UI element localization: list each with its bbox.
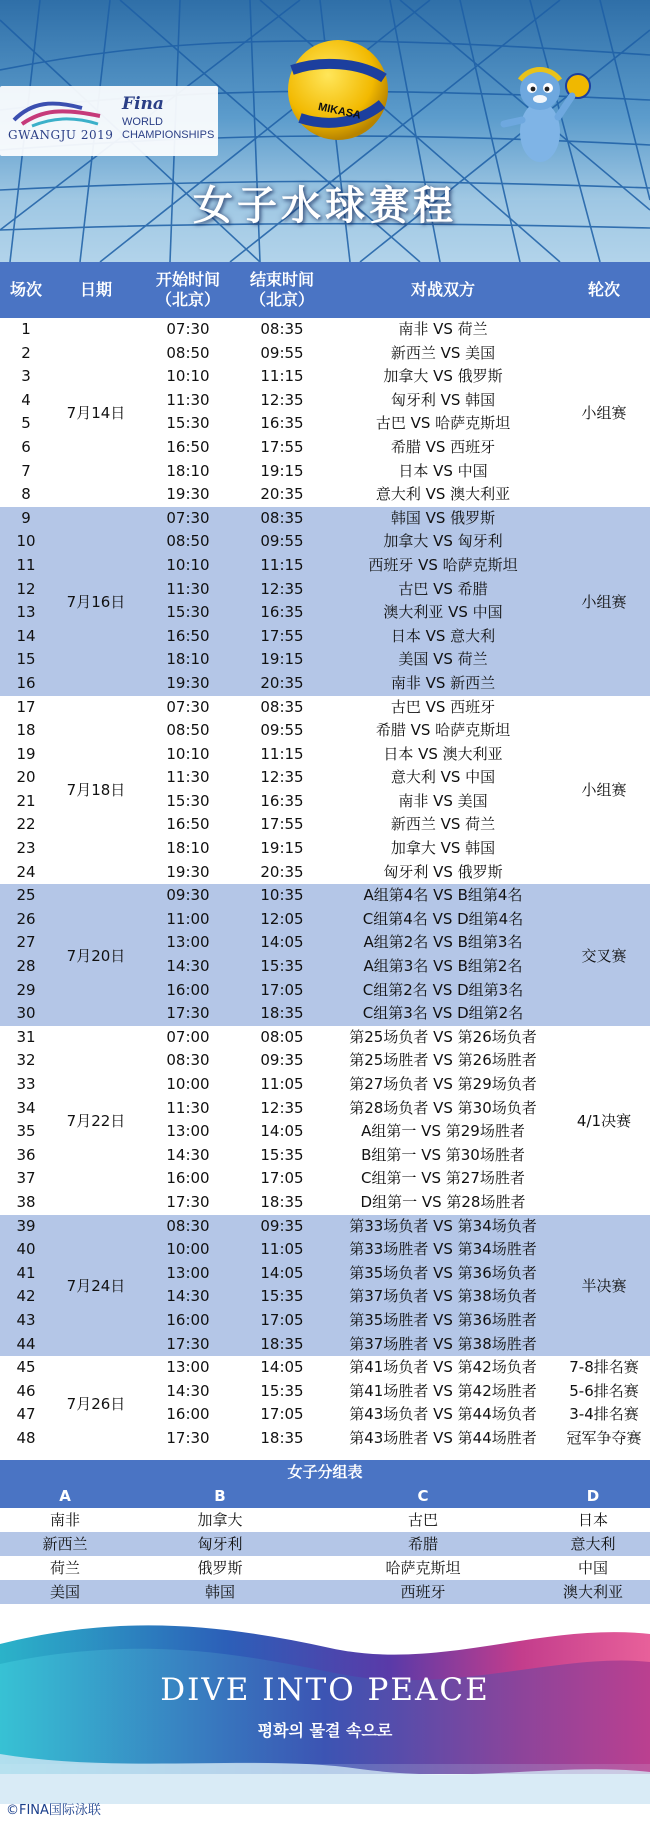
end-time: 19:15 [260,839,304,858]
start-time-column [140,507,236,696]
start-time: 17:30 [166,1192,210,1211]
end-time: 08:35 [260,697,304,716]
end-time-column [236,696,328,885]
end-time: 11:15 [260,744,304,763]
group-header-b: B [214,1487,226,1505]
match-round: 5-6排名赛 [569,1381,639,1400]
end-time: 14:05 [260,933,304,952]
end-time: 12:35 [260,390,304,409]
match-number: 16 [16,673,36,692]
day-group [0,1356,650,1450]
start-time: 15:30 [166,791,210,810]
logo-gwangju-text: GWANGJU 2019 [8,128,114,142]
end-time: 12:35 [260,768,304,787]
start-time: 11:00 [166,909,210,928]
match-number: 39 [16,1216,36,1235]
group-cell: 希腊 [407,1535,438,1553]
header-round: 轮次 [587,280,620,299]
day-group [0,884,650,1026]
start-time: 11:30 [166,390,210,409]
end-time: 20:35 [260,485,304,504]
group-cell: 古巴 [407,1511,438,1529]
end-time: 11:05 [260,1240,304,1259]
match-date: 7月22日 [66,1111,126,1130]
teams-column [328,884,558,1026]
start-time-column [140,1215,236,1357]
start-time: 07:30 [166,697,210,716]
match-number: 47 [16,1405,36,1424]
start-time: 14:30 [166,957,210,976]
start-time: 08:30 [166,1216,210,1235]
match-number: 9 [21,508,31,527]
match-date: 7月16日 [66,592,126,611]
match-teams: 南非 VS 荷兰 [398,320,488,338]
group-cell: 荷兰 [49,1559,80,1577]
match-number: 42 [16,1287,36,1306]
groups-title: 女子分组表 [0,1460,650,1484]
match-teams: 意大利 VS 中国 [390,768,496,787]
start-time: 16:50 [166,626,210,645]
match-teams: 古巴 VS 西班牙 [390,697,496,716]
match-teams: 南非 VS 美国 [398,791,488,810]
start-time-column [140,884,236,1026]
match-number-column [0,1356,52,1450]
match-date: 7月26日 [66,1394,126,1413]
end-time: 18:35 [260,1192,304,1211]
match-teams: B组第一 VS 第30场胜者 [361,1145,525,1164]
match-number: 4 [21,390,31,409]
start-time: 18:10 [166,461,210,480]
start-time: 09:30 [166,886,210,905]
group-row [0,1556,650,1580]
footer-wave-banner [0,1604,650,1824]
group-header-c: C [417,1487,429,1505]
match-teams: 古巴 VS 哈萨克斯坦 [375,414,511,433]
schedule-table [0,262,650,1451]
match-number: 41 [16,1263,36,1282]
gwangju-swirl-icon [12,98,104,128]
match-date: 7月20日 [66,946,126,965]
match-number: 8 [21,485,31,504]
match-number: 38 [16,1192,36,1211]
start-time-column [140,318,236,507]
end-time-column [236,884,328,1026]
end-time-column [236,1026,328,1215]
match-number: 15 [16,650,36,669]
start-time: 08:50 [166,532,210,551]
start-time: 08:50 [166,343,210,362]
match-number: 31 [16,1027,36,1046]
match-number: 19 [16,744,36,763]
match-teams: 日本 VS 澳大利亚 [383,744,503,763]
match-teams: 第33场胜者 VS 第34场胜者 [349,1240,537,1259]
end-time: 12:35 [260,1098,304,1117]
start-time-column [140,696,236,885]
end-time: 18:35 [260,1334,304,1353]
start-time: 16:00 [166,1169,210,1188]
groups-header-row [0,1484,650,1508]
match-number-column [0,1026,52,1215]
header-teams: 对战双方 [410,280,475,299]
start-time: 07:30 [166,508,210,527]
match-number: 33 [16,1075,36,1093]
match-number: 2 [21,343,31,362]
group-row [0,1508,650,1532]
match-number: 22 [16,815,36,834]
svg-text:MIKASA: MIKASA [316,100,362,122]
start-time: 16:00 [166,1310,210,1329]
teams-column [328,696,558,885]
match-round: 3-4排名赛 [569,1405,639,1424]
header-banner [0,0,650,262]
match-number: 36 [16,1145,36,1164]
end-time: 11:15 [260,367,304,386]
match-round: 冠军争夺赛 [566,1428,642,1447]
group-cell: 日本 [577,1511,608,1529]
match-number: 32 [16,1051,36,1070]
match-teams: C组第2名 VS D组第3名 [362,980,524,999]
page-title: 女子水球赛程 [193,183,457,229]
match-number: 7 [21,461,31,480]
match-number: 44 [16,1334,36,1353]
match-number: 37 [16,1169,36,1188]
match-teams: D组第一 VS 第28场胜者 [360,1192,526,1211]
start-time: 08:30 [166,1051,210,1070]
match-number: 34 [16,1098,36,1117]
match-number: 45 [16,1358,36,1377]
start-time: 13:00 [166,1263,210,1282]
teams-column [328,1215,558,1357]
start-time: 16:00 [166,980,210,999]
group-cell: 澳大利亚 [562,1583,623,1601]
match-number: 35 [16,1122,36,1141]
start-time: 07:00 [166,1027,210,1046]
match-teams: 美国 VS 荷兰 [398,650,488,669]
end-time: 16:35 [260,603,304,622]
match-teams: 希腊 VS 西班牙 [390,437,496,456]
match-number: 20 [16,768,36,787]
match-teams: C组第4名 VS D组第4名 [362,909,524,928]
match-number: 30 [16,1004,36,1023]
slogan-korean-text: 평화의 물결 속으로 [257,1721,393,1740]
start-time: 17:30 [166,1334,210,1353]
match-teams: 意大利 VS 澳大利亚 [375,485,511,504]
match-teams: 加拿大 VS 匈牙利 [383,532,503,551]
start-time: 16:00 [166,1405,210,1424]
end-time: 17:05 [260,1405,304,1424]
match-number-column [0,696,52,885]
match-number: 5 [21,414,31,433]
group-cell: 中国 [577,1559,608,1577]
start-time: 10:00 [166,1075,210,1093]
end-time: 17:05 [260,980,304,999]
match-teams: A组第一 VS 第29场胜者 [361,1122,525,1141]
start-time: 13:00 [166,1358,210,1377]
logo-world-championships-text: WORLD CHAMPIONSHIPS [122,116,215,141]
match-teams: 第37场胜者 VS 第38场胜者 [349,1334,537,1353]
match-teams: 第41场负者 VS 第42场负者 [349,1358,537,1377]
start-time: 08:50 [166,721,210,740]
copyright-text: ©FINA国际泳联 [6,1803,101,1818]
start-time: 13:00 [166,1122,210,1141]
end-time: 15:35 [260,1287,304,1306]
end-time-column [236,318,328,507]
end-time: 14:05 [260,1263,304,1282]
header-date: 日期 [79,280,112,299]
match-number: 13 [16,603,36,622]
start-time: 07:30 [166,320,210,338]
match-number: 26 [16,909,36,928]
match-teams: 第27场负者 VS 第29场负者 [349,1075,537,1093]
match-teams: 第43场负者 VS 第44场负者 [349,1405,537,1424]
match-teams: 第25场胜者 VS 第26场胜者 [349,1051,537,1070]
wave-graphic [0,1604,650,1824]
end-time: 08:35 [260,320,304,338]
end-time: 20:35 [260,673,304,692]
start-time: 14:30 [166,1145,210,1164]
match-teams: A组第3名 VS B组第2名 [363,957,523,976]
water-polo-ball-icon [288,40,388,140]
match-teams: 日本 VS 中国 [398,461,488,480]
group-cell: 哈萨克斯坦 [385,1559,461,1577]
start-time: 11:30 [166,1098,210,1117]
match-number-column [0,884,52,1026]
start-time: 14:30 [166,1287,210,1306]
end-time-column [236,1356,328,1450]
match-number: 46 [16,1381,36,1400]
match-round: 7-8排名赛 [569,1358,639,1377]
start-time: 18:10 [166,839,210,858]
match-number: 3 [21,367,31,386]
schedule-header-row [0,262,650,318]
match-number-column [0,1215,52,1357]
match-teams: 第25场负者 VS 第26场负者 [349,1027,537,1046]
match-date: 7月14日 [66,403,126,422]
group-cell: 西班牙 [400,1583,446,1601]
end-time: 15:35 [260,1145,304,1164]
start-time: 17:30 [166,1428,210,1447]
match-number: 29 [16,980,36,999]
match-number: 23 [16,839,36,858]
day-group [0,318,650,507]
start-time: 10:10 [166,367,210,386]
start-time: 16:50 [166,437,210,456]
match-teams: 日本 VS 意大利 [390,626,496,645]
group-cell: 意大利 [570,1535,616,1553]
match-teams: 第35场胜者 VS 第36场胜者 [349,1310,537,1329]
end-time: 16:35 [260,791,304,810]
match-teams: 第43场胜者 VS 第44场胜者 [349,1428,537,1447]
end-time: 17:55 [260,437,304,456]
start-time: 10:00 [166,1240,210,1259]
teams-column [328,1026,558,1215]
start-time: 10:10 [166,555,210,574]
start-time: 18:10 [166,650,210,669]
end-time: 18:35 [260,1004,304,1023]
teams-column [328,318,558,507]
end-time: 11:05 [260,1075,304,1093]
group-row [0,1580,650,1604]
match-round: 小组赛 [581,781,627,800]
match-teams: A组第2名 VS B组第3名 [363,933,523,952]
match-number: 12 [16,579,36,598]
end-time: 12:35 [260,579,304,598]
match-teams: 加拿大 VS 俄罗斯 [383,367,503,386]
match-number: 10 [16,532,36,551]
start-time-column [140,1026,236,1215]
end-time: 14:05 [260,1358,304,1377]
header-end-time: 结束时间 （北京） [249,270,314,309]
match-number-column [0,318,52,507]
match-teams: 第37场负者 VS 第38场负者 [349,1287,537,1306]
schedule-body [0,318,650,1451]
match-round: 交叉赛 [581,946,627,965]
end-time: 08:05 [260,1027,304,1046]
end-time: 17:55 [260,626,304,645]
day-group [0,507,650,696]
match-number: 6 [21,437,31,456]
group-cell: 加拿大 [197,1511,243,1529]
match-number: 27 [16,933,36,952]
match-number: 21 [16,791,36,810]
start-time: 17:30 [166,1004,210,1023]
group-cell: 匈牙利 [197,1535,243,1553]
end-time: 09:55 [260,532,304,551]
end-time: 17:55 [260,815,304,834]
match-round: 小组赛 [581,592,627,611]
match-number: 25 [16,886,36,905]
match-number: 14 [16,626,36,645]
group-cell: 美国 [49,1583,80,1601]
match-date: 7月24日 [66,1276,126,1295]
match-teams: 韩国 VS 俄罗斯 [390,508,496,527]
start-time: 14:30 [166,1381,210,1400]
end-time: 17:05 [260,1169,304,1188]
match-number: 18 [16,721,36,740]
match-number: 43 [16,1310,36,1329]
group-cell: 新西兰 [42,1535,88,1553]
match-round: 小组赛 [581,403,627,422]
match-round: 半决赛 [581,1276,627,1295]
match-teams: 澳大利亚 VS 中国 [383,603,503,622]
match-round: 4/1决赛 [576,1111,632,1130]
end-time: 20:35 [260,862,304,881]
start-time: 15:30 [166,603,210,622]
day-group [0,696,650,885]
match-number: 28 [16,957,36,976]
match-teams: 第33场负者 VS 第34场负者 [349,1216,537,1235]
start-time: 16:50 [166,815,210,834]
match-teams: 第28场负者 VS 第30场负者 [349,1098,537,1117]
start-time: 19:30 [166,862,210,881]
teams-column [328,1356,558,1450]
end-time-column [236,1215,328,1357]
header-start-time: 开始时间 （北京） [155,270,220,309]
match-teams: 希腊 VS 哈萨克斯坦 [375,721,511,740]
start-time: 19:30 [166,485,210,504]
match-number: 48 [16,1428,36,1447]
group-header-d: D [586,1487,600,1505]
header-match: 场次 [9,280,42,299]
end-time: 12:05 [260,909,304,928]
match-teams: 第35场负者 VS 第36场负者 [349,1263,537,1282]
start-time-column [140,1356,236,1450]
match-teams: 南非 VS 新西兰 [390,673,496,692]
championship-logo [0,86,218,156]
groups-table [0,1460,650,1604]
match-teams: 加拿大 VS 韩国 [390,839,496,858]
end-time: 17:05 [260,1310,304,1329]
start-time: 19:30 [166,673,210,692]
end-time: 16:35 [260,414,304,433]
logo-fina-text: Fina [122,94,164,114]
end-time: 09:55 [260,721,304,740]
start-time: 13:00 [166,933,210,952]
teams-column [328,507,558,696]
match-teams: C组第3名 VS D组第2名 [362,1004,524,1023]
match-number-column [0,507,52,696]
match-teams: 匈牙利 VS 韩国 [390,390,496,409]
end-time-column [236,507,328,696]
end-time: 10:35 [260,886,304,905]
group-cell: 韩国 [204,1583,235,1601]
match-teams: 新西兰 VS 荷兰 [390,815,496,834]
match-teams: A组第4名 VS B组第4名 [363,886,523,905]
start-time: 15:30 [166,414,210,433]
end-time: 15:35 [260,1381,304,1400]
end-time: 09:35 [260,1216,304,1235]
match-date: 7月18日 [66,781,126,800]
end-time: 09:55 [260,343,304,362]
match-number: 11 [16,555,36,574]
match-teams: 匈牙利 VS 俄罗斯 [383,862,503,881]
slogan-text: DIVE INTO PEACE [160,1672,490,1708]
start-time: 10:10 [166,744,210,763]
end-time: 11:15 [260,555,304,574]
start-time: 11:30 [166,768,210,787]
group-row [0,1532,650,1556]
end-time: 19:15 [260,461,304,480]
day-group [0,1026,650,1215]
group-cell: 俄罗斯 [197,1559,243,1577]
round-column [558,1356,650,1450]
match-number: 24 [16,862,36,881]
end-time: 14:05 [260,1122,304,1141]
end-time: 19:15 [260,650,304,669]
match-teams: 第41场胜者 VS 第42场胜者 [349,1381,537,1400]
match-teams: 西班牙 VS 哈萨克斯坦 [368,555,518,574]
match-teams: 古巴 VS 希腊 [398,579,488,598]
match-teams: 新西兰 VS 美国 [390,343,496,362]
start-time: 11:30 [166,579,210,598]
group-cell: 南非 [49,1511,80,1529]
group-header-a: A [59,1487,71,1505]
match-number: 17 [16,697,36,716]
match-teams: C组第一 VS 第27场胜者 [361,1169,525,1188]
end-time: 09:35 [260,1051,304,1070]
match-number: 1 [21,320,31,338]
end-time: 08:35 [260,508,304,527]
day-group [0,1215,650,1357]
end-time: 15:35 [260,957,304,976]
end-time: 18:35 [260,1428,304,1447]
match-number: 40 [16,1240,36,1259]
